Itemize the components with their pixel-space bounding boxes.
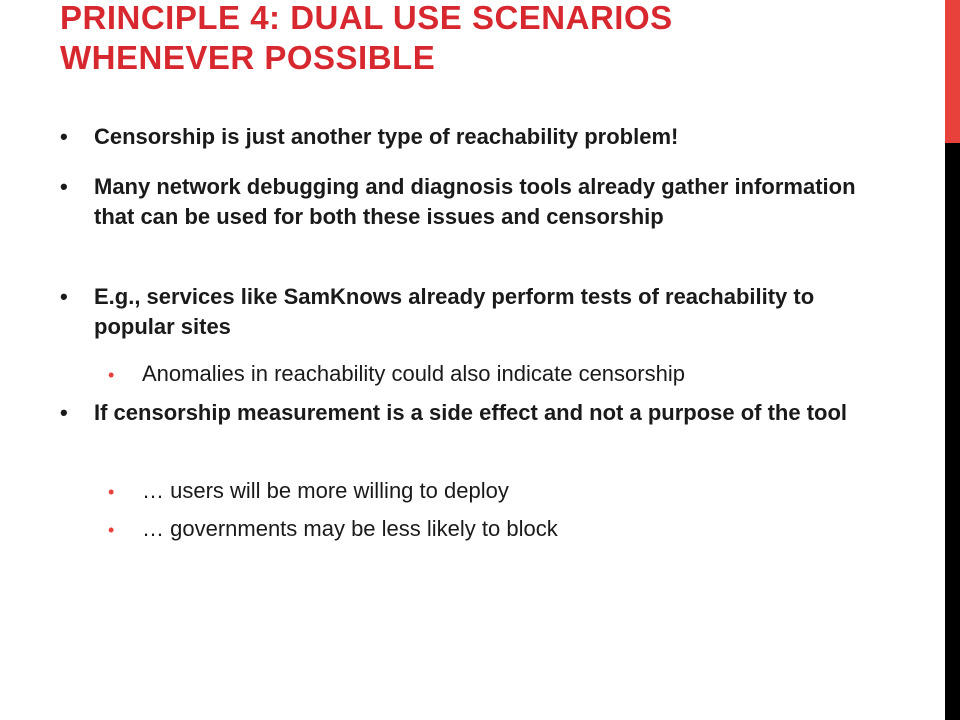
sub-bullet-item [108,476,888,506]
bullet-text: Censorship is just another type of reachability problem! [94,124,679,149]
slide-title [60,0,920,78]
accent-bar-black [945,143,960,720]
bullet-item [60,398,880,428]
title-line-1: PRINCIPLE 4: DUAL USE SCENARIOS [60,0,673,36]
bullet-item [60,172,880,232]
sub-bullet-dot: • [108,482,115,502]
bullet-dot: • [60,124,68,149]
sub-bullet-item [108,514,888,544]
sub-bullet-text: … users will be more willing to deploy [142,478,509,503]
sub-bullet-dot: • [108,365,115,385]
accent-bar-red [945,0,960,143]
sub-bullet-text: Anomalies in reachability could also indicate censorship [142,361,685,386]
sub-bullet-text: … governments may be less likely to block [142,516,558,541]
bullet-dot: • [60,400,68,425]
bullet-text: E.g., services like SamKnows already perform tests of reachability to popular sites [94,284,815,339]
bullet-text: If censorship measurement is a side effect and not a purpose of the tool [94,400,848,425]
bullet-dot: • [60,174,68,199]
bullet-text: Many network debugging and diagnosis tools already gather information that can be used for both these issues and censorship [94,174,856,229]
bullet-item [60,282,880,342]
bullet-item [60,122,880,152]
title-line-2: WHENEVER POSSIBLE [60,39,436,76]
bullet-dot: • [60,284,68,309]
sub-bullet-dot: • [108,520,115,540]
sub-bullet-item [108,359,888,389]
